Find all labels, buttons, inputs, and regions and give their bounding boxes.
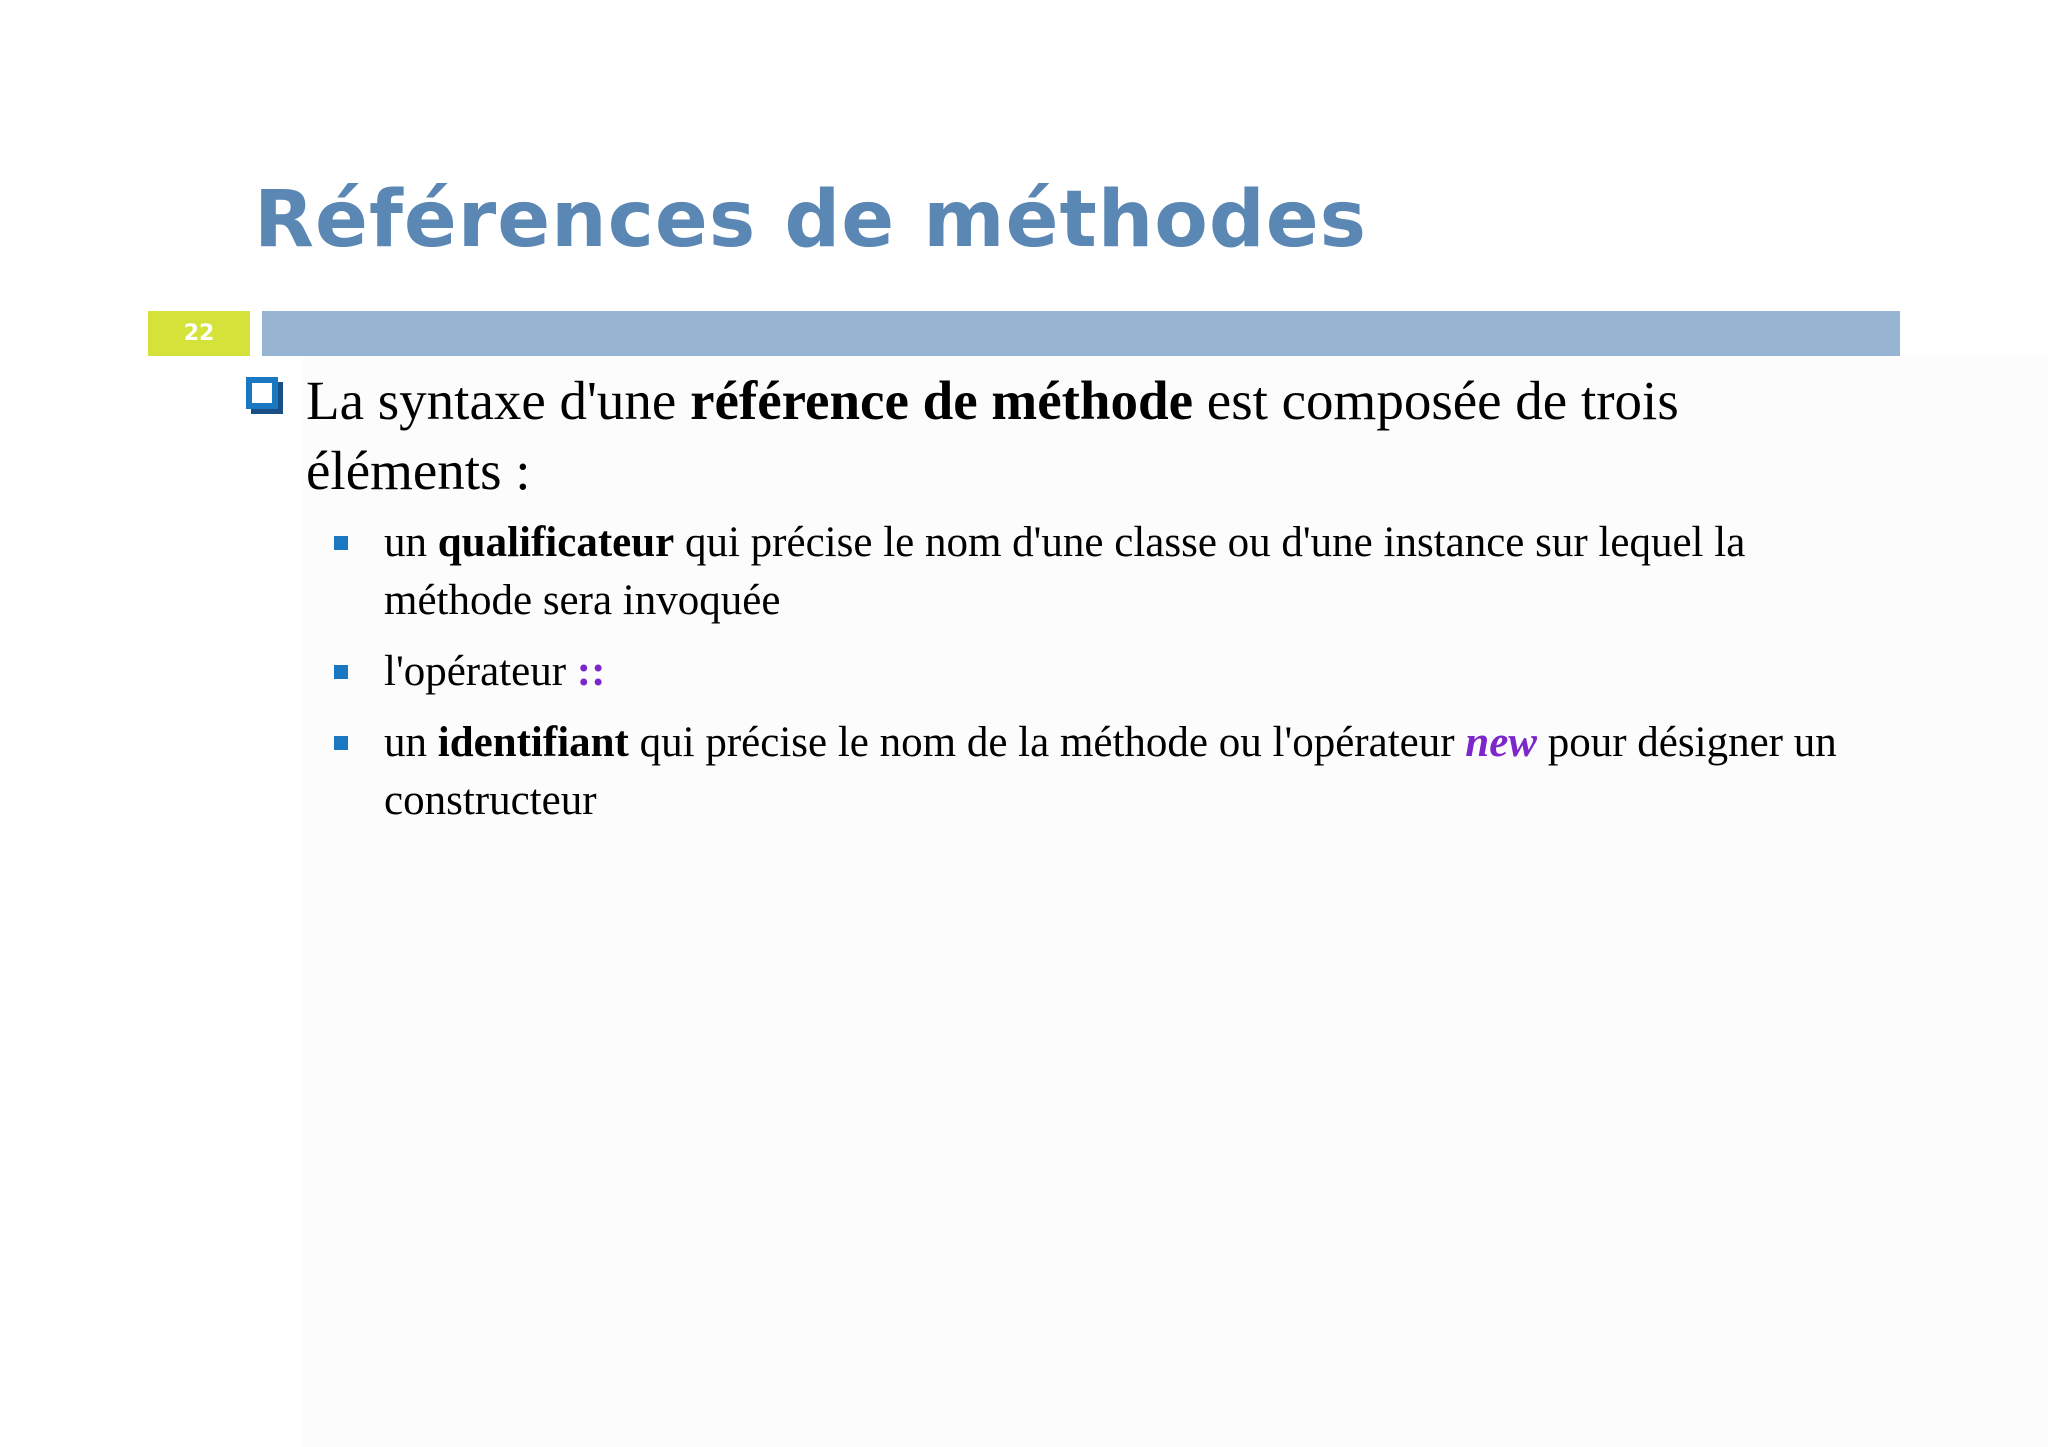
item-text-start: l'opérateur [384, 648, 577, 695]
main-text-bold: référence de méthode [690, 370, 1194, 431]
sub-bullet-list [384, 514, 1904, 843]
item-bold-term: qualificateur [437, 519, 675, 566]
title-underline-bar [262, 311, 1900, 356]
square-bullet-icon [334, 536, 348, 550]
list-item-identifiant [384, 714, 1904, 830]
hollow-square-bullet-icon [246, 377, 284, 415]
scope-operator: :: [576, 648, 606, 695]
item-text-start: un [384, 519, 438, 566]
slide-number-badge: 22 [148, 311, 250, 356]
main-bullet-text [306, 366, 1866, 506]
square-bullet-icon [334, 665, 348, 679]
list-item-qualificateur [384, 514, 1904, 630]
item-bold-term: identifiant [437, 719, 629, 766]
item-text-middle: qui précise le nom de la méthode ou l'opérateur [628, 719, 1466, 766]
item-text-start: un [384, 719, 438, 766]
list-item-operateur [384, 643, 1904, 701]
item-text-end: qui précise le nom d'une classe ou d'une instance sur lequel la méthode sera invoquée [384, 519, 1746, 624]
square-bullet-icon [334, 736, 348, 750]
main-text-start: La syntaxe d'une [306, 370, 691, 431]
slide-title: Références de méthodes [254, 175, 1368, 265]
new-keyword: new [1465, 719, 1537, 766]
main-text-end: est composée de trois éléments : [306, 370, 1679, 501]
item-text-end: pour désigner un constructeur [384, 719, 1837, 824]
